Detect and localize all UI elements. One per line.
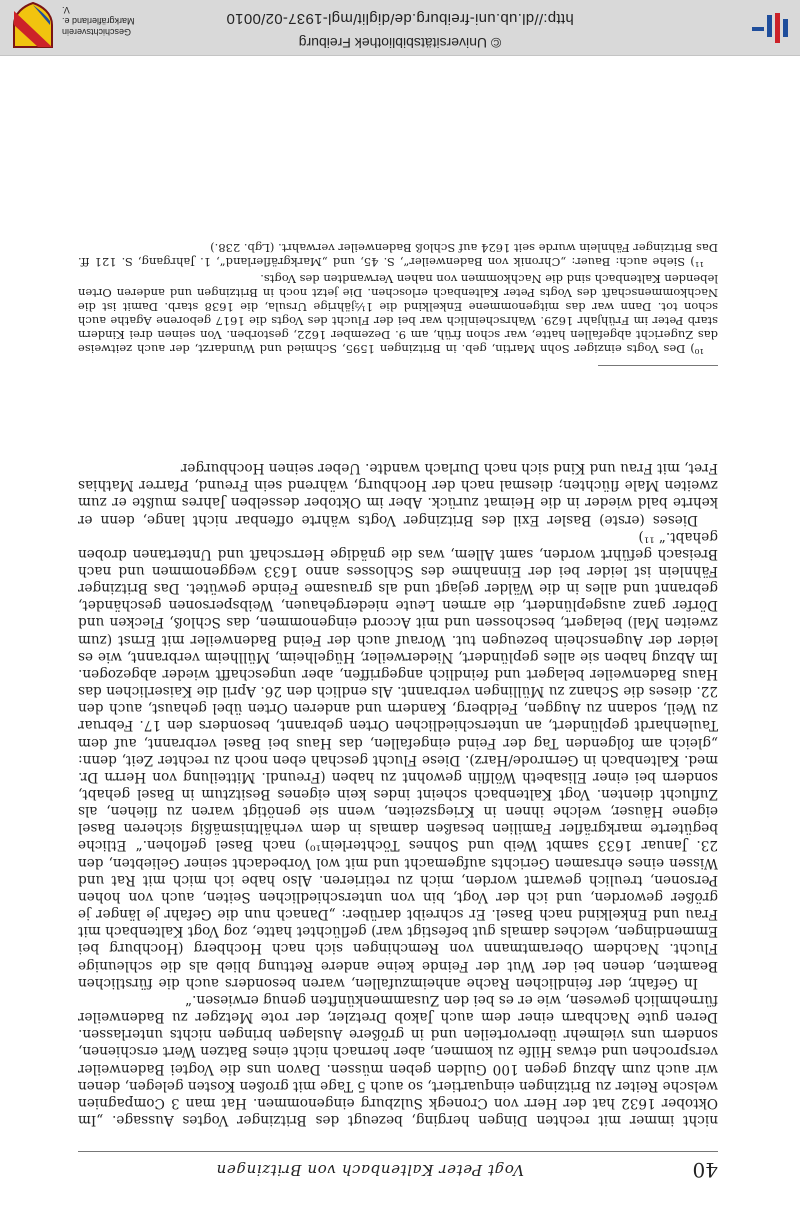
footnote: ¹⁰) Des Vogts einziger Sohn Martin, geb. in Britzingen 1595, Schmied und Wundarzt, der auch zeitweise das Zugericht abgefallen hatte, war schon früh, am 9. Dezember 1622, gestorben. Von seinen drei Kindern starb Peter im Frühjahr 1629. Wahrscheinlich war bei der Flucht des Vogts die 1617 geborene Agathe auch schon tot. Dann war das mitgenommene Enkelkind die 1½jährige Ursula, die 1638 starb. Damit ist die Nachkommenschaft des Vogts Peter Kaltenbach erloschen. Die jetzt noch in Britzingen und anderen Orten lebenden Kaltenbach sind die Nachkommen von nahen Verwandten des Vogts.: [78, 272, 718, 356]
scanned-page: [0, 56, 800, 1232]
footnote: ¹¹) Siehe auch: Bauer: „Chronik von Badenweiler“, S. 45, und „Markgräflerland“, 1. Jahrgang, S. 121 ff. Das Britzinger Fähnlein wurde seit 1624 auf Schloß Badenweiler verwahrt. (Lgb. 238.): [78, 241, 718, 269]
ub-freiburg-logo-icon[interactable]: [750, 9, 790, 45]
running-head: Vogt Peter Kaltenbach von Britzingen: [216, 1161, 524, 1179]
paragraph: In Gefahr, der feindlichen Rache anheimzufallen, waren besonders auch die fürstlichen Beamten, denen bei der Wut der Feinde keine andere Rettung blieb als die schleunige Flucht. Nachdem Oberamtmann von Remchingen sich nach Hochberg (Hochburg bei Emmendingen, welches damals gut befestigt war) geflüchtet hatte, zog Vogt Kaltenbach mit Frau und Enkelkind nach Basel. Er schreibt darüber: „Danach nun die Gefahr je länger je größer geworden, und ich der Vogt, bin von unterschiedlichen Seiten, auch von hohen Personen, treulich gewarnt worden, mich zu retirieren. Also habe ich mich mit Rat und Wissen eines ehrsamen Gerichts aufgemacht und mit wol Vorbedacht seiner Geliebten, den 23. Januar 1633 sambt Weib und Sohnes Töchterlein¹⁰) nach Basel geflohen.“ Etliche begüterte markgräfler Familien besaßen damals in dem verhältnismäßig sicheren Basel eigene Häuser, welche ihnen in Kriegszeiten, wenn sie genötigt waren zu fliehen, als Zuflucht dienten. Vogt Kaltenbach scheint indes kein eigenes Besitztum in Basel gehabt, sondern bei einer Elisabeth Wölflin gewohnt zu haben (Freundl. Mitteilung von Herrn Dr. med. Kaltenbach in Gernrode/Harz). Diese Flucht geschah eben noch zu rechter Zeit, denn: „gleich am folgenden Tag der Feind eingefallen, das Haus bei Basel verbrannt, auf dem Taulenhardt geplündert, an unterschiedlichen Orten gebrannt, besonders den 17. Februar zu Weil, sodann zu Auggen, Feldberg, Kandern und anderen Orten übel gehaust, auch den 22. dieses die Schanz zu Müllingen verbrannt. Als endlich den 26. April die Kaiserlichen das Haus Badenweiler belagert und feindlich angegriffen, aber ungeschafft wieder abgezogen. Im Abzug haben sie alles geplündert, Niederweiler, Hügelheim, Müllheim verbrannt, wie es leider der Augenschein bezeugen tut. Worauf auch der Feind Badenweiler mit Ernst (zum zweiten Mal) belagert, beschossen und mit Accord eingenommen, das Schloß, Flecken und Dörfer ganz ausgeplündert, die armen Leute niedergehauen, Weibspersonen geschändet, gebrannt und alles in die Wälder gejagt und als grausame Feinde gewütet. Das Britzinger Fähnlein ist leider bei der Einnahme des Schlosses anno 1633 weggenommen und nach Breisach geführt worden, samt Allem, was die gnädige Herrschaft und Untertanen droben gehabt.“ ¹¹): [78, 528, 718, 991]
page-number: 40: [692, 1158, 718, 1182]
markgraeflerland-coat-of-arms-icon[interactable]: [8, 1, 58, 51]
paragraph: Dieses (erste) Basler Exil des Britzinger Vogts währte offenbar nicht lange, denn er kehrte bald wieder in die Heimat zurück. Aber im Oktober desselben Jahres mußte er zum zweiten Male flüchten; diesmal nach der Hochburg, während sein Freund, Pfarrer Mathias Fret, mit Frau und Kind sich nach Durlach wandte. Ueber seinen Hochburger: [78, 460, 718, 528]
footnotes: [78, 238, 718, 356]
copyright-notice: © Universitätsbibliothek Freiburg: [298, 35, 502, 51]
society-name: Geschichtsverein Markgräflerland e. V.: [62, 5, 135, 37]
main-text: [78, 459, 718, 1128]
library-banner: [0, 0, 800, 56]
footnote-rule: [598, 365, 718, 366]
header-rule: [78, 1151, 718, 1152]
paragraph: nicht immer mit rechten Dingen herging, bezeugt des Britzinger Vogtes Aussage. „Im Oktober 1632 hat der Herr von Cronegk Sulzburg eingenommen. Hat man 3 Compagnien welsche Reiter zu Britzingen einquartiert, so auch 5 Tage mit großen Kosten gelegen, denen wir auch zum Abzug gegen 100 Gulden geben müssen. Davon uns die Vogtei Badenweiler versprochen und etwas Hilfe zu kommen, aber hernach nicht eines Batzen Wert erschienen, sondern uns vielmehr übervorteilen und in größere Auslagen bringen nichts unterlassen. Deren gute Nachbarn einer dem auch Jakob Dretzler, der rote Metzger zu Badenweiler fürnehmlich gewesen, wie er es bei den Zusammenkünften genug erwiesen.“: [78, 991, 718, 1128]
document-url-link[interactable]: http://dl.ub.uni-freiburg.de/diglit/mgl-1937-02/0010: [226, 10, 574, 27]
